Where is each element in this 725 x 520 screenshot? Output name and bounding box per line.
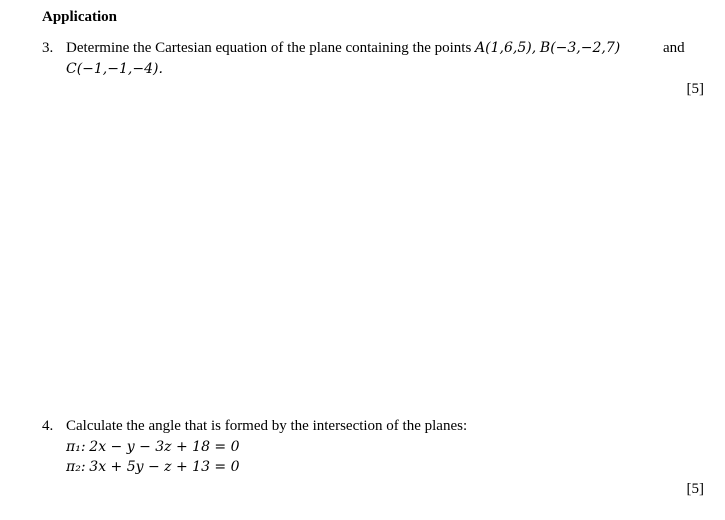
point-c: C(−1,−1,−4).	[66, 61, 163, 77]
plane-1-name: π₁:	[66, 439, 86, 455]
question-3-line-2	[66, 59, 163, 79]
plane-2-formula: 3x + 5y − z + 13 = 0	[89, 459, 240, 475]
plane-2-name: π₂:	[66, 459, 86, 475]
question-3-line-1	[66, 38, 696, 58]
question-4-text: Calculate the angle that is formed by the intersection of the planes:	[66, 418, 468, 434]
question-4-number: 4.	[42, 418, 54, 434]
point-a: A(1,6,5),	[475, 40, 537, 56]
section-heading: Application	[42, 9, 118, 25]
question-3-marks: [5]	[686, 81, 704, 97]
plane-2-equation	[66, 457, 240, 477]
question-3-and: and	[663, 40, 685, 56]
plane-1-formula: 2x − y − 3z + 18 = 0	[89, 439, 240, 455]
plane-1-equation	[66, 437, 240, 457]
question-4-marks: [5]	[686, 481, 704, 497]
question-3-number: 3.	[42, 40, 54, 56]
point-b: B(−3,−2,7)	[539, 40, 621, 56]
question-3-text: Determine the Cartesian equation of the plane containing the points	[66, 40, 476, 56]
